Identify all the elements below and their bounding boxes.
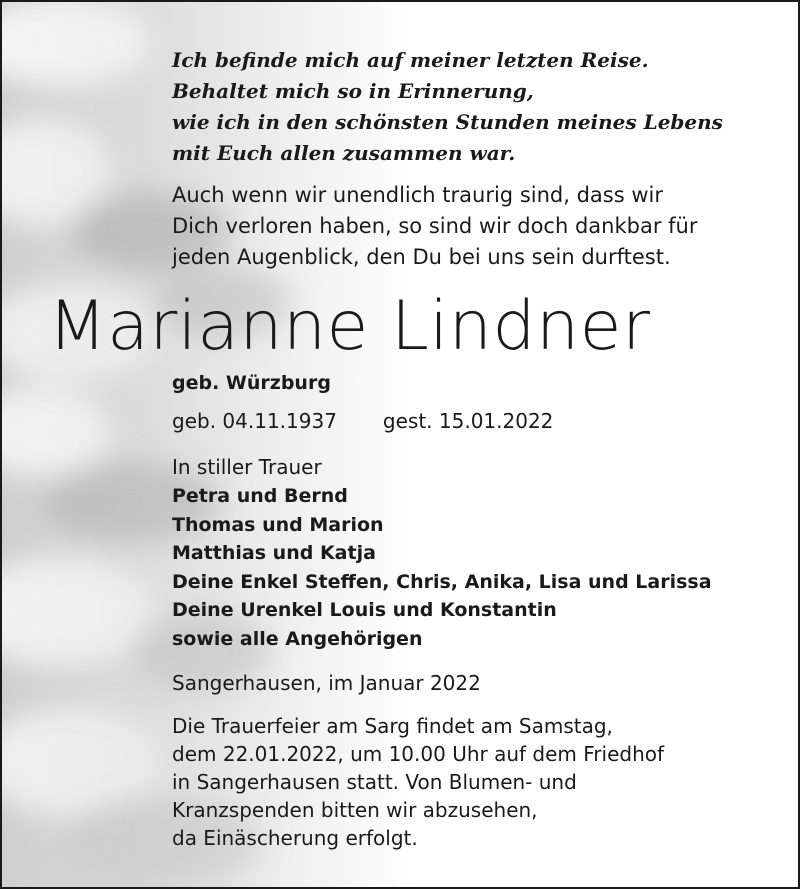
- funeral-line: Kranzspenden bitten wir abzusehen,: [172, 798, 538, 822]
- mourners-list: [172, 482, 712, 653]
- poem: [172, 45, 723, 169]
- funeral-notice: [172, 712, 664, 852]
- thanks-line: Auch wenn wir unendlich traurig sind, dass wir: [172, 183, 663, 207]
- poem-line: Ich befinde mich auf meiner letzten Reise.: [172, 48, 649, 72]
- life-dates: [172, 406, 553, 436]
- mourner-entry: sowie alle Angehörigen: [172, 627, 423, 650]
- funeral-line: dem 22.01.2022, um 10.00 Uhr auf dem Friedhof: [172, 742, 665, 766]
- mourner-entry: Deine Urenkel Louis und Konstantin: [172, 599, 557, 621]
- poem-line: wie ich in den schönsten Stunden meines Lebens: [172, 110, 723, 134]
- mourner-entry: Petra und Bernd: [172, 485, 348, 507]
- funeral-line: da Einäscherung erfolgt.: [172, 826, 418, 850]
- poem-line: mit Euch allen zusammen war.: [172, 141, 516, 165]
- birth-date: geb. 04.11.1937: [172, 409, 337, 433]
- mourner-entry: Matthias und Katja: [172, 542, 376, 564]
- birth-name: geb. Würzburg: [172, 372, 331, 394]
- mourning-intro: In stiller Trauer: [172, 455, 322, 479]
- funeral-line: Die Trauerfeier am Sarg findet am Samstag,: [172, 714, 613, 738]
- mourner-entry: Deine Enkel Steffen, Chris, Anika, Lisa und Larissa: [172, 570, 712, 593]
- thanks-line: Dich verloren haben, so sind wir doch dankbar für: [172, 214, 698, 238]
- mourner-entry: Thomas und Marion: [172, 513, 384, 536]
- thanks-text: [172, 180, 697, 273]
- death-date: gest. 15.01.2022: [382, 409, 554, 433]
- funeral-line: in Sangerhausen statt. Von Blumen- und: [172, 770, 577, 794]
- place-date: Sangerhausen, im Januar 2022: [172, 671, 481, 695]
- deceased-name: Marianne Lindner: [48, 287, 651, 366]
- poem-line: Behaltet mich so in Erinnerung,: [172, 79, 534, 103]
- thanks-line: jeden Augenblick, den Du bei uns sein durftest.: [172, 245, 671, 269]
